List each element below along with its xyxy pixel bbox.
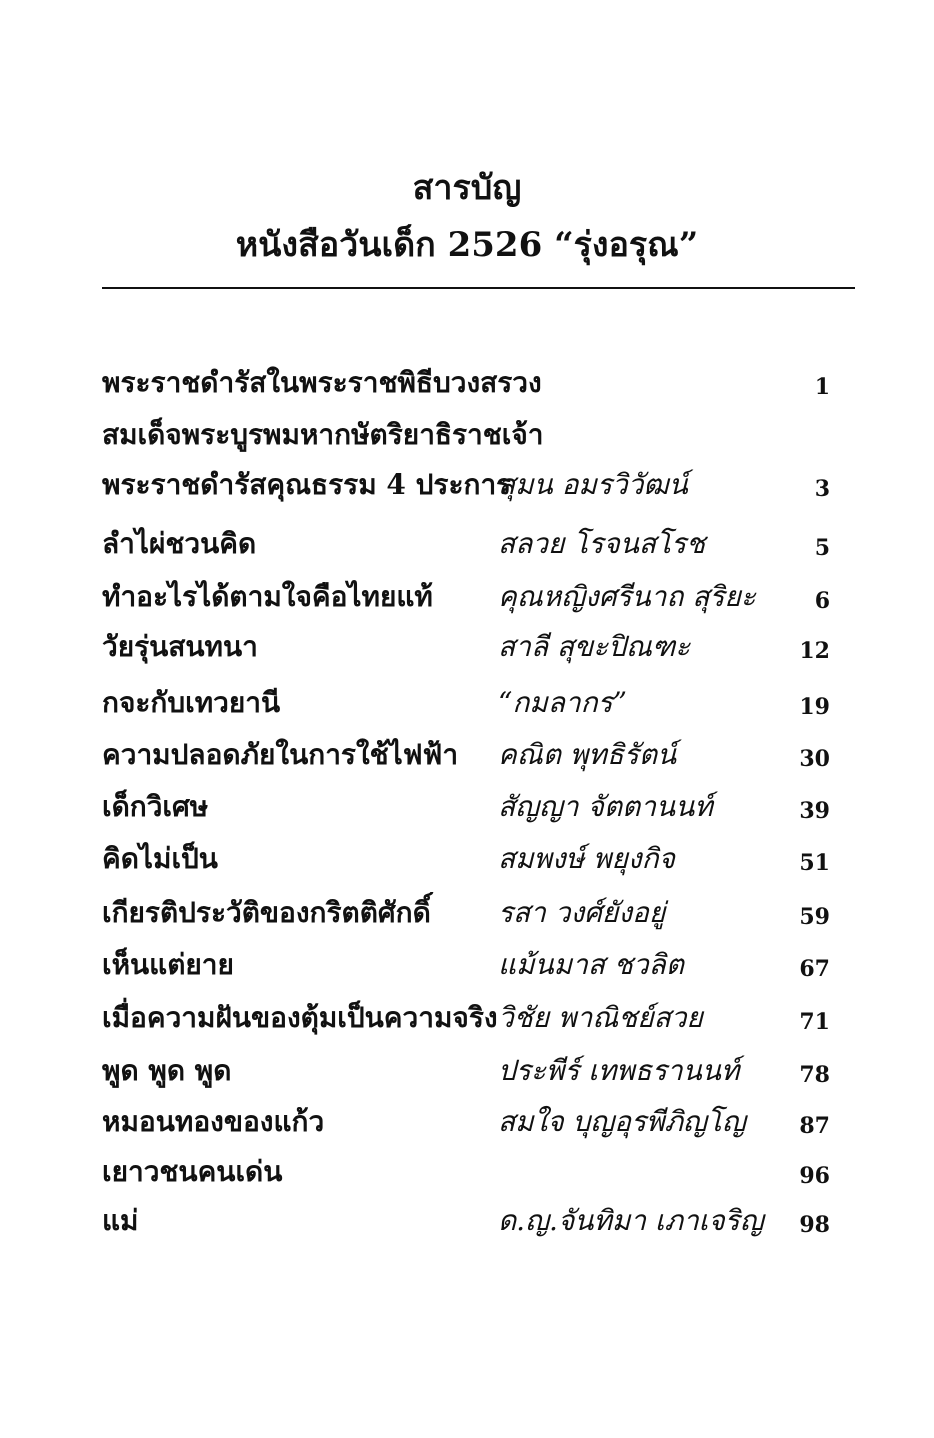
toc-entry [102,1155,842,1199]
toc-entry-page: 5 [814,535,830,561]
toc-entry-title: พระราชดำรัสคุณธรรม 4 ประการ [102,468,512,501]
toc-entry-author: “กมลากร” [498,686,627,719]
toc-entry-title: วัยรุ่นสนทนา [102,630,258,663]
toc-entry-title: คิดไม่เป็น [102,842,218,875]
toc-entry-title: เด็กวิเศษ [102,790,209,823]
toc-entry [102,366,842,410]
toc-entry-title: แม่ [102,1204,139,1237]
toc-entry-author: คุณหญิงศรีนาถ สุริยะ [498,580,756,613]
toc-entry-page: 87 [799,1113,830,1139]
toc-entry-title: เกียรติประวัติของกริตติศักดิ์ [102,896,431,929]
page-subtitle: หนังสือวันเด็ก 2526 “รุ่งอรุณ” [235,225,699,265]
toc-entry-author: สลวย โรจนสโรช [498,527,706,560]
toc-entry [102,896,842,940]
toc-entry-page: 71 [799,1009,830,1035]
toc-entry-title: สมเด็จพระบูรพมหากษัตริยาธิราชเจ้า [102,418,544,451]
toc-entry [102,418,842,462]
toc-entry-page: 6 [814,588,830,614]
toc-entry-author: สมพงษ์ พยุงกิจ [498,842,675,875]
toc-entry [102,1105,842,1149]
toc-entry-author: คณิต พุทธิรัตน์ [498,738,677,771]
toc-entry-title: เห็นแต่ยาย [102,948,234,981]
toc-entry-title: ความปลอดภัยในการใช้ไฟฟ้า [102,738,459,771]
toc-entry-page: 30 [799,746,830,772]
toc-entry-author: สมใจ บุญอุรพีภิญโญ [498,1105,746,1138]
toc-entry-page: 96 [799,1163,830,1189]
toc-entry-page: 78 [799,1062,830,1088]
toc-entry [102,1204,842,1248]
toc-entry-title: เมื่อความฝันของตุ้มเป็นความจริง [102,1001,498,1034]
toc-entry-title: หมอนทองของแก้ว [102,1105,325,1138]
toc-entry-page: 59 [799,904,830,930]
toc-entry-title: เยาวชนคนเด่น [102,1155,283,1188]
toc-entry-author: รสา วงศ์ยังอยู่ [498,896,666,929]
header-divider [102,287,855,289]
toc-entry-page: 98 [799,1212,830,1238]
toc-entry-page: 67 [799,956,830,982]
toc-entry-author: ด.ญ.จันทิมา เภาเจริญ [498,1204,764,1237]
toc-entry-title: กจะกับเทวยานี [102,686,281,719]
toc-entry [102,1054,842,1098]
toc-entry-page: 19 [799,694,830,720]
toc-entry-author: ประพีร์ เทพธรานนท์ [498,1054,740,1087]
toc-entry-title: ทำอะไรได้ตามใจคือไทยแท้ [102,580,433,613]
toc-entry [102,527,842,571]
toc-entry-title: ลำไผ่ชวนคิด [102,527,257,560]
toc-entry [102,1001,842,1045]
page-title: สารบัญ [412,168,522,208]
toc-entry [102,948,842,992]
toc-entry-page: 51 [799,850,830,876]
toc-entry [102,580,842,624]
toc-entry-author: สุมน อมรวิวัฒน์ [498,468,688,501]
toc-entry-page: 39 [799,798,830,824]
toc-entry [102,790,842,834]
toc-entry-page: 1 [814,374,830,400]
toc-entry [102,630,842,674]
toc-entry-page: 12 [799,638,830,664]
toc-entry-title: พูด พูด พูด [102,1054,232,1087]
toc-entry [102,738,842,782]
toc-entry-author: สาลี สุขะปิณฑะ [498,630,691,663]
toc-entry [102,468,842,512]
toc-entry [102,686,842,730]
toc-entry-author: แม้นมาส ชวลิต [498,948,684,981]
toc-entry-author: วิชัย พาณิชย์สวย [498,1001,703,1034]
toc-entry-author: สัญญา จัตตานนท์ [498,790,713,823]
toc-entry [102,842,842,886]
toc-entry-page: 3 [814,476,830,502]
toc-entry-title: พระราชดำรัสในพระราชพิธีบวงสรวง [102,366,542,399]
